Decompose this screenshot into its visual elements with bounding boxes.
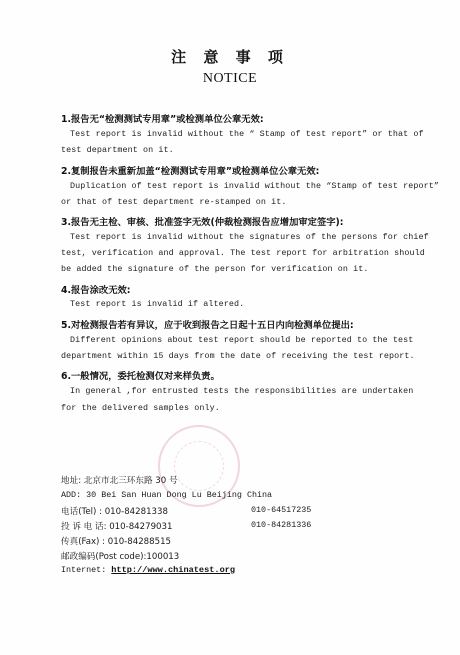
tel-secondary: 010-64517235 (251, 505, 312, 515)
notice-item-1-heading: 1.报告无“检测测试专用章”或检测单位公章无效: (61, 114, 264, 125)
notice-item-5-heading: 5.对检测报告若有异议，应于收到报告之日起十五日内向检测单位提出: (61, 320, 354, 331)
complaint-secondary: 010-84281336 (251, 520, 312, 530)
fax: 传真(Fax) : 010-84288515 (61, 537, 172, 547)
complaint-primary: 投 诉 电 话: 010-84279031 (61, 522, 173, 532)
notice-item-3-line-1: Test report is invalid without the signatures of the persons for chief (70, 232, 429, 242)
tel-row (61, 505, 361, 517)
address-en: ADD: 30 Bei San Huan Dong Lu Beijing China (61, 490, 273, 500)
notice-item-6-line-2: for the delivered samples only. (61, 403, 220, 413)
notice-item-1-line-1: Test report is invalid without the “ Stamp of test report” or that of (70, 129, 424, 139)
notice-item-3-heading: 3.报告无主检、审核、批准签字无效(仲裁检测报告应增加审定签字): (61, 217, 344, 228)
address-cn: 地址: 北京市北三环东路 30 号 (61, 476, 178, 486)
notice-item-2-line-2: or that of test department re-stamped on it. (61, 197, 287, 207)
notice-item-2-heading: 2.复制报告未重新加盖“检测测试专用章”或检测单位公章无效: (61, 166, 320, 177)
internet-label: Internet: (61, 565, 112, 575)
notice-item-5-line-2: department within 15 days from the date of receiving the test report. (61, 351, 415, 361)
page-title-cn: 注 意 事 项 (171, 48, 289, 66)
notice-item-1-line-2: test department on it. (61, 145, 174, 155)
notice-item-3-line-3: be added the signature of the person for verification on it. (61, 264, 369, 274)
notice-item-6-heading: 6.一般情况，委托检测仅对来样负责。 (61, 371, 220, 382)
page-title-en: NOTICE (202, 71, 258, 86)
notice-item-2-line-1: Duplication of test report is invalid without the “Stamp of test report” (70, 181, 440, 191)
notice-item-4-line-1: Test report is invalid if altered. (70, 299, 245, 309)
website-link[interactable]: http://www.chinatest.org (111, 565, 236, 575)
official-stamp-inner-ring (174, 441, 224, 491)
notice-item-5-line-1: Different opinions about test report should be reported to the test (70, 335, 414, 345)
notice-item-3-line-2: test, verification and approval. The test report for arbitration should (61, 248, 425, 258)
internet-row (61, 565, 235, 575)
complaint-row (61, 520, 361, 532)
notice-item-6-line-1: In general ,for entrusted tests the responsibilities are undertaken (70, 386, 414, 396)
postcode: 邮政编码(Post code):100013 (61, 552, 180, 562)
notice-item-4-heading: 4.报告涂改无效: (61, 285, 131, 296)
tel-primary: 电话(Tel) : 010-84281338 (61, 507, 168, 517)
